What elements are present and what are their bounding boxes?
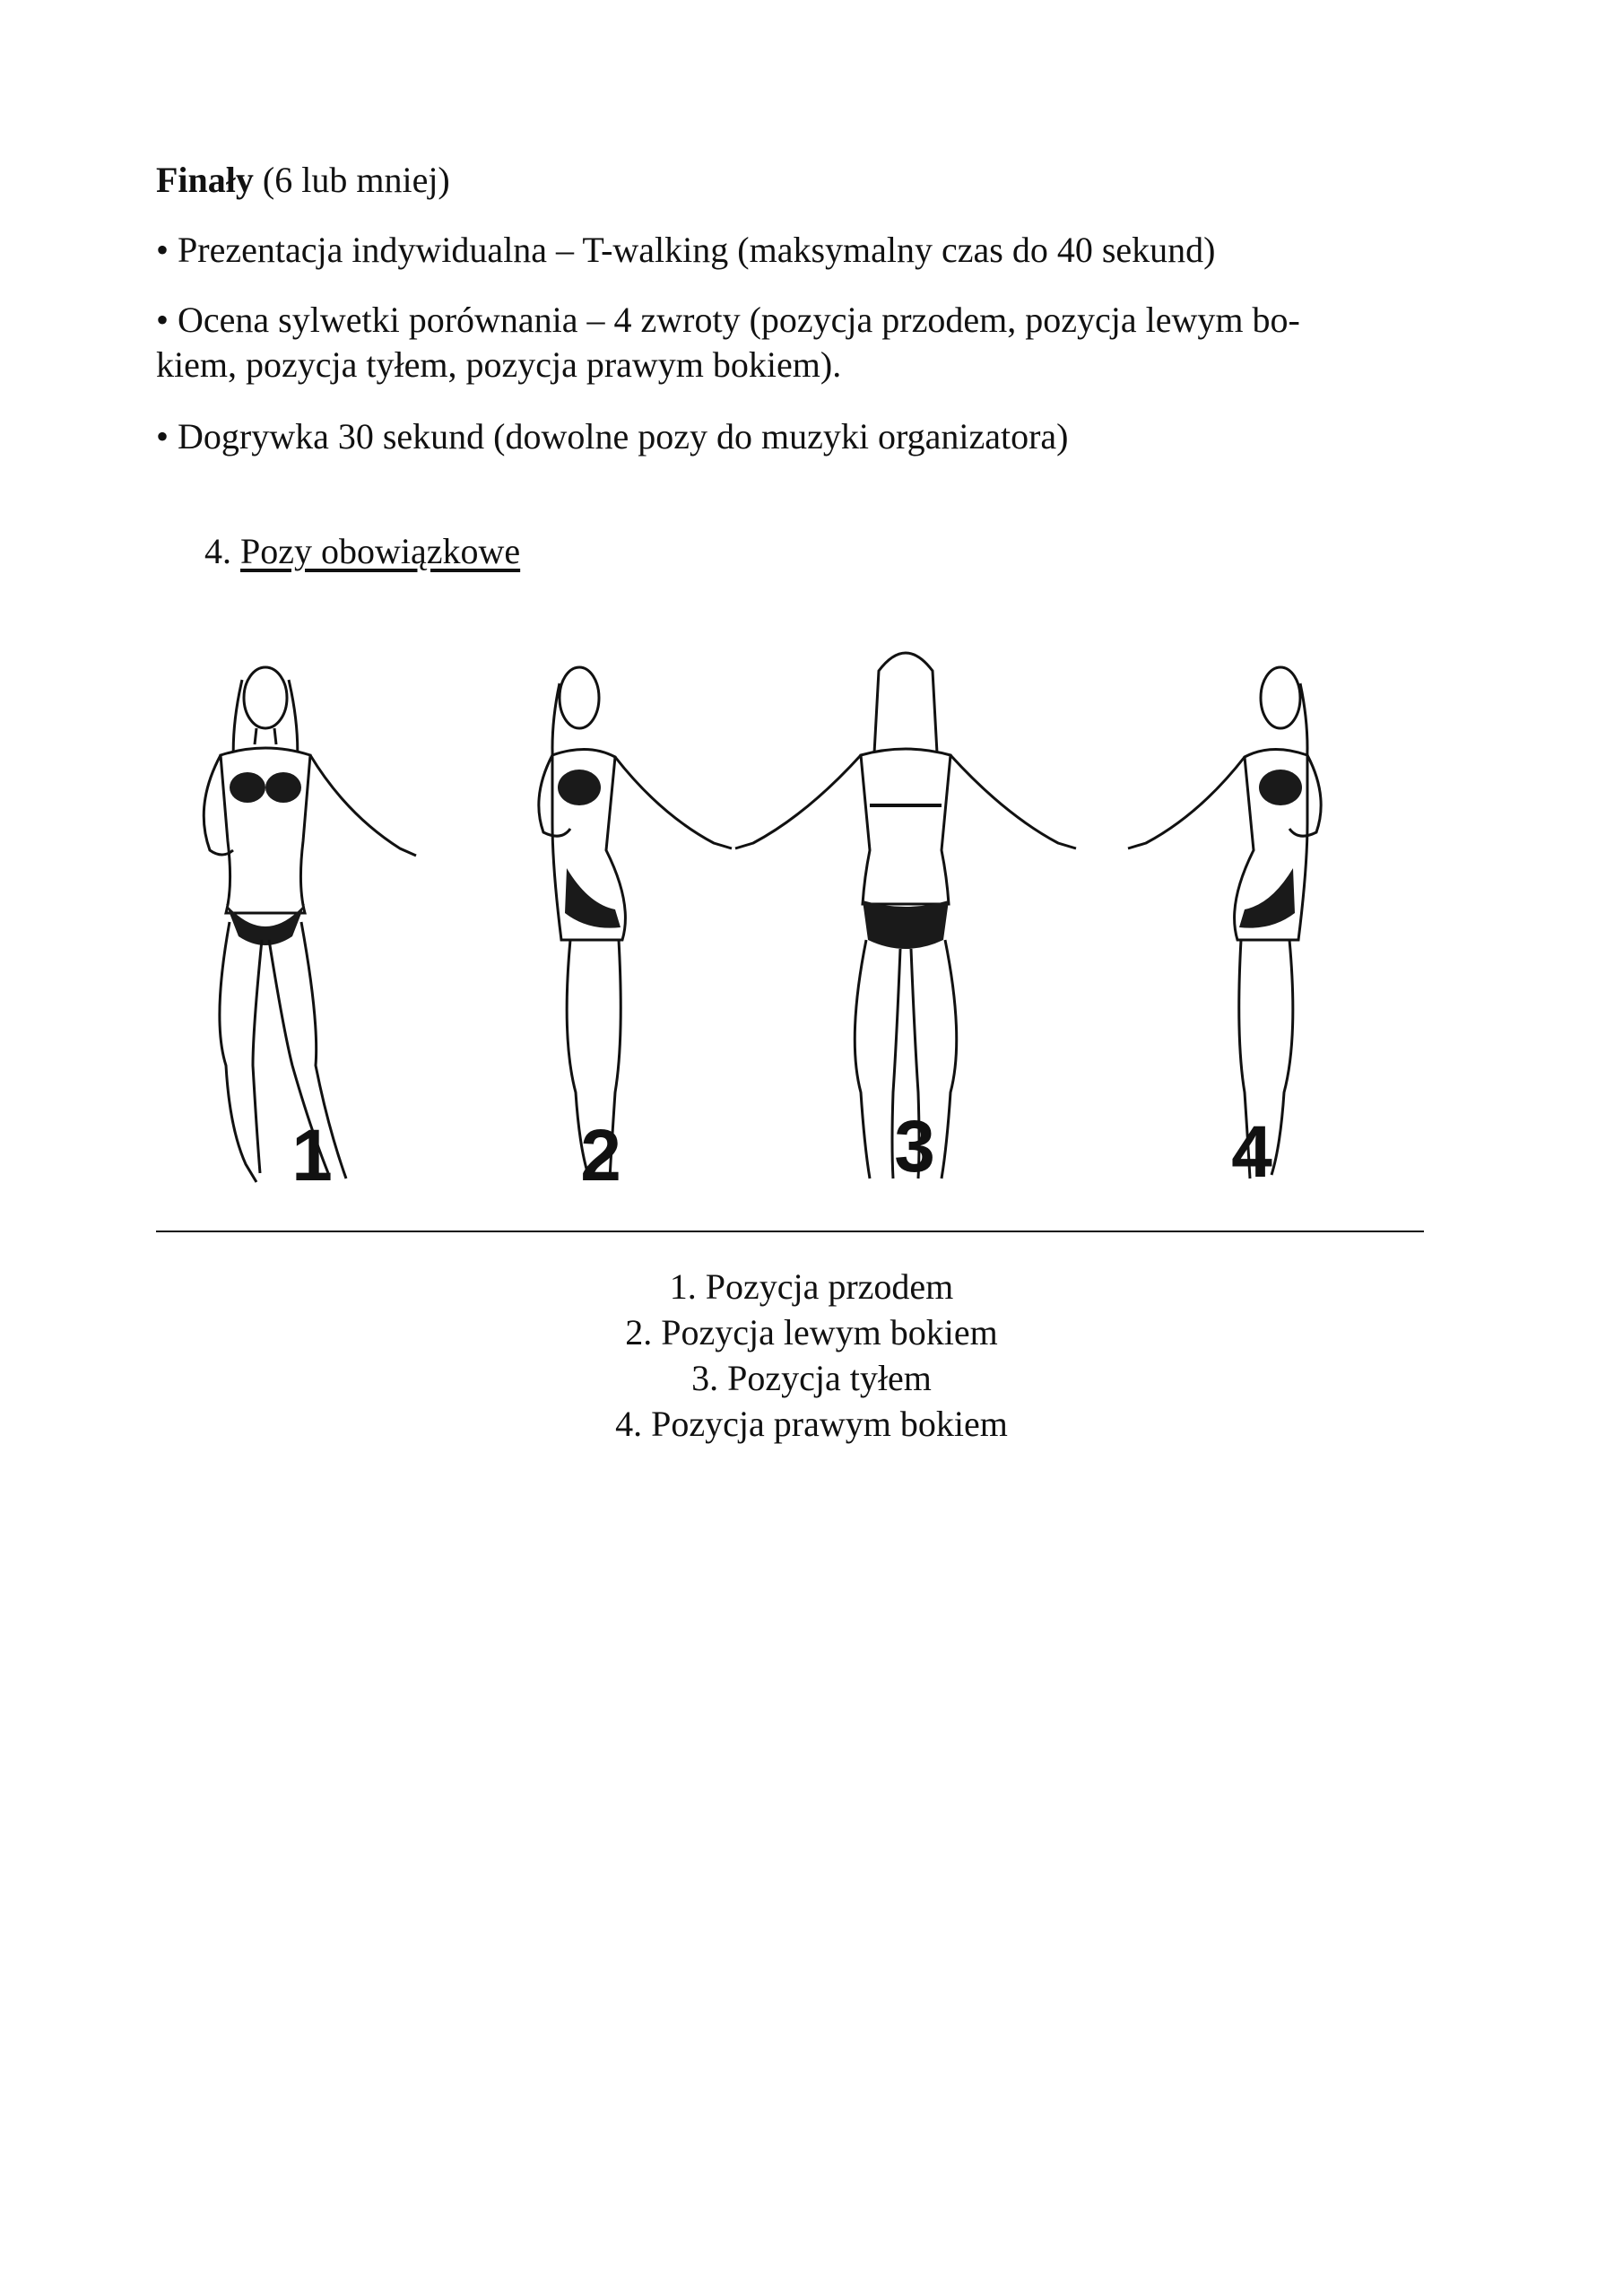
bullet-tiebreak: • Dogrywka 30 sekund (dowolne pozy do muzyki organizatora) [156, 416, 1069, 457]
finals-heading [156, 158, 450, 203]
legend-item-4: 4. Pozycja prawym bokiem [615, 1404, 1008, 1444]
legend-item-1: 1. Pozycja przodem [669, 1266, 954, 1307]
section-number: 4. [204, 531, 231, 571]
pose-left-side-figure [539, 667, 732, 1178]
bullet-presentation: • Prezentacja indywidualna – T-walking (maksymalny czas do 40 sekund) [156, 230, 1216, 270]
section-heading [204, 529, 520, 574]
pose-label-3: 3 [894, 1106, 935, 1187]
section-title: Pozy obowiązkowe [240, 531, 521, 571]
pose-right-side-figure [1128, 667, 1321, 1178]
pose-label-4: 4 [1231, 1111, 1272, 1193]
bullet-comparison-line2: kiem, pozycja tyłem, pozycja prawym bokiem). [156, 344, 842, 385]
divider [156, 1231, 1424, 1232]
pose-front-figure [204, 667, 416, 1182]
pose-label-1: 1 [291, 1115, 333, 1196]
finals-title: Finały [156, 160, 254, 200]
finals-subtitle: (6 lub mniej) [262, 160, 450, 200]
pose-label-2: 2 [580, 1115, 621, 1196]
bullet-comparison-line1: • Ocena sylwetki porównania – 4 zwroty (pozycja przodem, pozycja lewym bo- [156, 300, 1300, 340]
legend-item-3: 3. Pozycja tyłem [691, 1358, 932, 1398]
pose-back-figure [735, 653, 1076, 1178]
legend-item-2: 2. Pozycja lewym bokiem [625, 1312, 998, 1352]
